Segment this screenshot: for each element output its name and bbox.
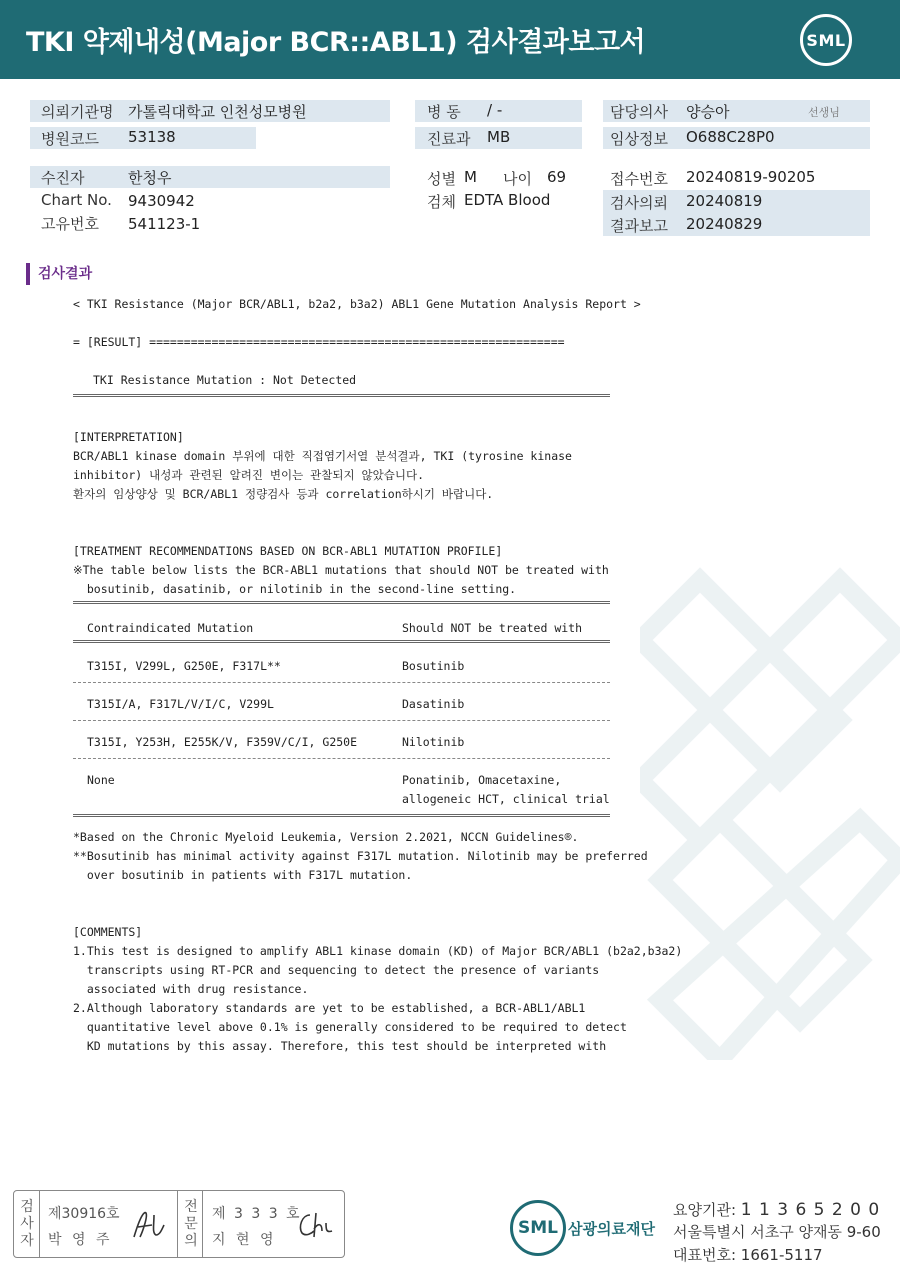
table-row-drug: Dasatinib — [402, 697, 465, 711]
report-title-line: < TKI Resistance (Major BCR/ABL1, b2a2, b3a2) ABL1 Gene Mutation Analysis Report > — [73, 297, 641, 311]
rule-row — [73, 682, 610, 683]
dept-label: 진료과 — [427, 130, 471, 148]
note-line-2: **Bosutinib has minimal activity against F317L mutation. Nilotinib may be preferred — [73, 849, 648, 863]
report-date-label: 결과보고 — [610, 217, 668, 235]
org-code-line — [673, 1199, 880, 1220]
signature-cell — [14, 1191, 40, 1257]
rule-table-top — [73, 601, 610, 604]
org-name: 삼광의료재단 — [568, 1220, 655, 1238]
doctor-suffix: 선생님 — [808, 106, 840, 119]
result-line: TKI Resistance Mutation : Not Detected — [93, 373, 357, 387]
note-line-3: over bosutinib in patients with F317L mutation. — [73, 868, 413, 882]
watermark-cross-icon — [640, 540, 900, 1060]
specialist-name: 지 현 영 — [212, 1232, 277, 1248]
report-date-value: 20240829 — [686, 215, 763, 233]
specialist-license: 제 3 3 3 호 — [212, 1206, 302, 1222]
org-phone-label: 대표번호: — [673, 1246, 737, 1264]
org-address: 서울특별시 서초구 양재동 9-60 — [673, 1223, 881, 1241]
age-value: 69 — [547, 168, 567, 186]
org-phone-value: 1661-5117 — [740, 1246, 823, 1264]
rule-table-bottom — [73, 814, 610, 817]
specimen-label: 검체 — [427, 193, 456, 211]
comment-line-2: transcripts using RT-PCR and sequencing to detect the presence of variants — [73, 963, 600, 977]
signature-box — [13, 1190, 345, 1258]
report-title: TKI 약제내성(Major BCR::ABL1) 검사결과보고서 — [26, 27, 646, 58]
ward-label: 병 동 — [427, 103, 461, 121]
treatment-line-2: bosutinib, dasatinib, or nilotinib in the second-line setting. — [73, 582, 517, 596]
result-header: = [RESULT] ============================================================ — [73, 335, 565, 349]
examiner-signature-icon — [130, 1207, 168, 1243]
signature-cell — [177, 1191, 203, 1257]
specimen-value: EDTA Blood — [464, 191, 551, 209]
examiner-name: 박 영 주 — [48, 1232, 113, 1248]
examiner-label: 검 사 자 — [20, 1199, 34, 1249]
chart-label: Chart No. — [41, 191, 112, 209]
patient-value: 한청우 — [128, 169, 172, 187]
rule-row — [73, 758, 610, 759]
receipt-value: 20240819-90205 — [686, 168, 816, 186]
table-row-mutation: None — [87, 773, 115, 787]
table-head-mutation: Contraindicated Mutation — [87, 621, 254, 635]
ward-value: / - — [487, 101, 503, 119]
table-row-drug: Nilotinib — [402, 735, 465, 749]
treatment-line-1: ※The table below lists the BCR-ABL1 mutations that should NOT be treated with — [73, 563, 609, 577]
comments-header: [COMMENTS] — [73, 925, 143, 939]
institution-label: 의뢰기관명 — [41, 103, 114, 121]
sex-label: 성별 — [427, 170, 456, 188]
dept-value: MB — [487, 128, 511, 146]
receipt-label: 접수번호 — [610, 170, 668, 188]
rule-result — [73, 394, 610, 397]
request-value: 20240819 — [686, 192, 763, 210]
interpretation-line-2: inhibitor) 내성과 관련된 알려진 변이는 관찰되지 않았습니다. — [73, 468, 424, 482]
rule-row — [73, 720, 610, 721]
age-label: 나이 — [503, 170, 532, 188]
interpretation-header: [INTERPRETATION] — [73, 430, 184, 444]
hospital-code-label: 병원코드 — [41, 130, 99, 148]
hospital-code-value: 53138 — [128, 128, 176, 146]
comment-line-5: quantitative level above 0.1% is generally considered to be required to detect — [73, 1020, 627, 1034]
sml-logo: SML — [800, 14, 852, 66]
report-header — [0, 0, 900, 79]
comment-line-4: 2.Although laboratory standards are yet to be established, a BCR-ABL1/ABL1 — [73, 1001, 586, 1015]
clinical-label: 임상정보 — [610, 130, 668, 148]
comment-line-6: KD mutations by this assay. Therefore, this test should be interpreted with — [73, 1039, 607, 1053]
note-line-1: *Based on the Chronic Myeloid Leukemia, Version 2.2021, NCCN Guidelines®. — [73, 830, 579, 844]
org-code-label: 요양기관: — [673, 1201, 737, 1219]
chart-value: 9430942 — [128, 192, 195, 210]
table-row-drug: Bosutinib — [402, 659, 465, 673]
institution-value: 가톨릭대학교 인천성모병원 — [128, 103, 307, 121]
examiner-license: 제30916호 — [48, 1206, 120, 1222]
comment-line-3: associated with drug resistance. — [73, 982, 309, 996]
id-label: 고유번호 — [41, 215, 99, 233]
section-title: 검사결과 — [26, 263, 92, 285]
table-row-drug: Ponatinib, Omacetaxine, — [402, 773, 562, 787]
patient-label: 수진자 — [41, 169, 85, 187]
doctor-value: 양승아 — [686, 103, 730, 121]
interpretation-line-1: BCR/ABL1 kinase domain 부위에 대한 직접염기서열 분석결과, TKI (tyrosine kinase — [73, 449, 572, 463]
clinical-value: O688C28P0 — [686, 128, 775, 146]
treatment-header: [TREATMENT RECOMMENDATIONS BASED ON BCR-ABL1 MUTATION PROFILE] — [73, 544, 503, 558]
table-row-mutation: T315I/A, F317L/V/I/C, V299L — [87, 697, 274, 711]
table-row-mutation: T315I, V299L, G250E, F317L** — [87, 659, 281, 673]
table-head-drug: Should NOT be treated with — [402, 621, 583, 635]
table-row-drug-2: allogeneic HCT, clinical trial — [402, 792, 610, 806]
rule-table-head — [73, 640, 610, 643]
request-label: 검사의뢰 — [610, 194, 668, 212]
interpretation-line-3: 환자의 임상양상 및 BCR/ABL1 정량검사 등과 correlation하시기 바랍니다. — [73, 487, 494, 501]
specialist-signature-icon — [296, 1209, 336, 1241]
org-code-value: 1 1 3 6 5 2 0 0 — [740, 1200, 881, 1220]
org-logo: SML — [510, 1200, 566, 1256]
id-value: 541123-1 — [128, 215, 201, 233]
doctor-label: 담당의사 — [610, 103, 668, 121]
sex-value: M — [464, 168, 477, 186]
specialist-label: 전 문 의 — [184, 1199, 198, 1249]
org-phone-line — [673, 1244, 823, 1265]
comment-line-1: 1.This test is designed to amplify ABL1 kinase domain (KD) of Major BCR/ABL1 (b2a2,b3a2) — [73, 944, 683, 958]
table-row-mutation: T315I, Y253H, E255K/V, F359V/C/I, G250E — [87, 735, 358, 749]
